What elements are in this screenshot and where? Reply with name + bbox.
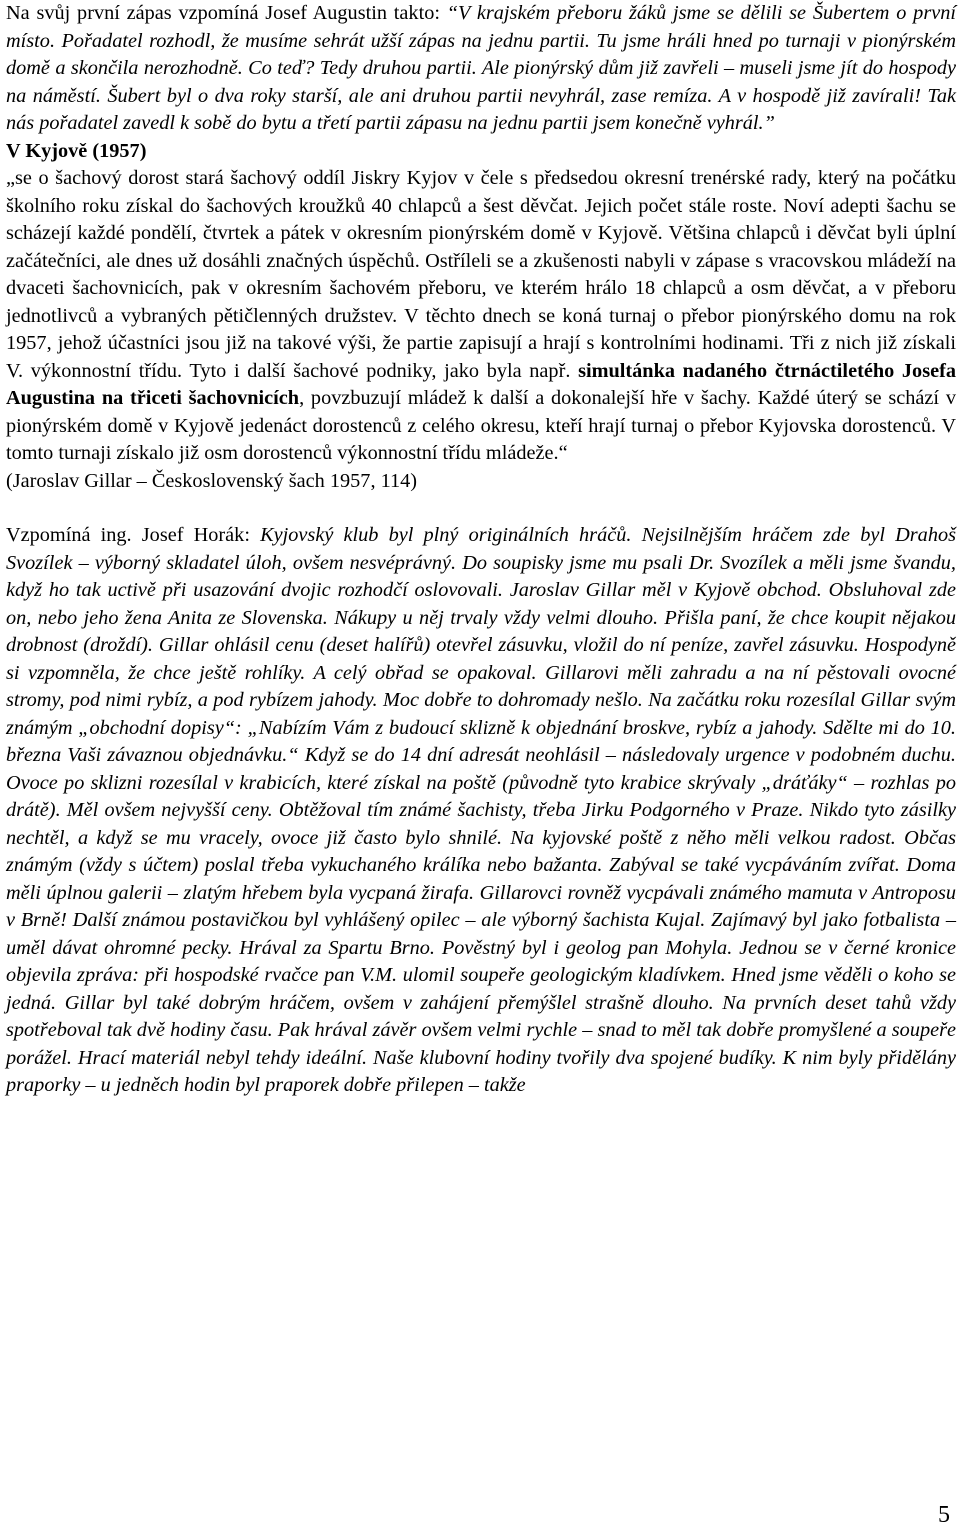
memoir-paragraph [6, 522, 956, 1100]
paragraph-gap [6, 495, 956, 522]
page-number: 5 [938, 1502, 950, 1528]
intro-lead: Na svůj první zápas vzpomíná Josef Augustin takto: [6, 2, 447, 24]
intro-paragraph [6, 0, 956, 138]
article-source: (Jaroslav Gillar – Československý šach 1957, 114) [6, 469, 418, 492]
memoir-quote: Kyjovský klub byl plný originálních hráčů. Nejsilnějším hráčem zde byl Drahoš Svozílek – výborný skladatel úloh, ovšem nesvéprávný. Do soupisky jsme mu psali Dr. Svozílek a měli jsme švandu, když ho tak uctivě při usazování dvojic rozhodčí oslovovali. Jaroslav Gillar měl v Kyjově obchod. Obsluhoval zde on, nebo jeho žena Anita ze Slovenska. Nákupy u něj trvaly vždy velmi dlouho. Přišla paní, že chce koupit nějakou drobnost (droždí). Gillar ohlásil cenu (deset halířů) otevřel zásuvku, vložil do ní peníze, zavřel zásuvku. Hospodyně si vzpomněla, že chce ještě rohlíky. A celý obřad se opakoval. Gillarovi měli zahradu a na ní pěstovali ovocné stromy, pod nimi rybíz, a pod rybízem jahody. Moc dobře to dohromady nešlo. Na začátku roku rozesílal Gillar svým známým „obchodní dopisy“: „Nabízím Vám z budoucí sklizně k objednání broskve, rybíz a jahody. Sdělte mi do 10. března Vaši závaznou objednávku.“ Když se do 14 dní adresát neohlásil – následovaly urgence v podobném duchu. Ovoce po sklizni rozesílal v krabicích, které získal na poště (původně tyto krabice skrývaly „dráťáky“ – rozhlas po drátě). Měl ovšem nejvyšší ceny. Obtěžoval tím známé šachisty, třeba Jirku Podgorného v Praze. Nikdo tyto zásilky nechtěl, a když se mu vracely, ovoce již často bylo shnilé. Na kyjovské poště z něho měli velkou radost. Občas známým (vždy s účtem) poslal třeba vykuchaného králíka nebo bažanta. Zabýval se také vycpáváním zvířat. Doma měli úplnou galerii – zlatým hřebem byla vycpaná žirafa. Gillarovci rovněž vycpávali známého mamuta v Antroposu v Brně! Další známou postavičkou byl vyhlášený opilec – ale výborný šachista Kujal. Zajímavý byl jako fotbalista – uměl dávat ohromné pecky. Hrával za Spartu Brno. Pověstný byl i geolog pan Mohyla. Jednou se v černé kronice objevila zpráva: při hospodské rvačce pan V.M. ulomil soupeře geologickým kladívkem. Hned jsme věděli o koho se jedná. Gillar byl také dobrým hráčem, ovšem v zahájení přemýšlel strašně dlouho. Na prvních deset tahů vždy spotřeboval tak dvě hodiny času. Pak hrával závěr ovšem velmi rychle – snad to měl tak dobře promyšlené a soupeře porážel. Hrací materiál nebyl tehdy ideální. Naše klubovní hodiny tvořily dva spojené budíky. K nim byly přidělány praporky – u jedněch hodin byl praporek dobře přilepen – takže [6, 524, 957, 1096]
article-text-after-bold: , povzbuzují mládež k další a dokonalejší hře v šachy. Každé úterý se schází v pionýrském domě v Kyjově jedenáct dorostenců z celého okresu, kteří hrají turnaj o přebor Kyjovska dorostenců. V tomto turnaji získalo již osm dorostenců výkonnostní třídu mládeže.“ [6, 387, 956, 464]
article-heading: V Kyjově (1957) [6, 139, 147, 162]
article-paragraph [6, 165, 956, 468]
intro-quote: “V krajském přeboru žáků jsme se dělili se Šubertem o první místo. Pořadatel rozhodl, že musíme sehrát užší zápas na jednu partii. Tu jsme hráli hned po turnaji v pionýrském domě a skončila nerozhodně. Co teď? Tedy druhou partii. Ale pionýrský dům již zavřeli – museli jsme jít do hospody na náměstí. Šubert byl o dva roky starší, ale ani druhou partii nevyhrál, zase remíza. A v hospodě již zavírali! Tak nás pořadatel zavedl k sobě do bytu a třetí partii zápasu na jednu partii jsem konečně vyhrál.” [6, 2, 956, 134]
article-text-before-bold: „se o šachový dorost stará šachový oddíl Jiskry Kyjov v čele s předsedou okresní trenérské rady, který na počátku školního roku získal do šachových kroužků 40 chlapců a šest děvčat. Jejich počet stále roste. Noví adepti šachu se scházejí každé pondělí, čtvrtek a pátek v okresním pionýrském domě v Kyjově. Většina chlapců i děvčat byli úplní začátečníci, ale dnes už dosáhli značných úspěchů. Ostříleli se a zkušenosti nabyli v zápase s vracovskou mládeží na dvaceti šachovnicích, pak v okresním šachovém přeboru, ve kterém hrálo 18 chlapců a osm děvčat, a v přeboru jednotlivců a vybraných pětičlenných družstev. V těchto dnech se koná turnaj o přebor pionýrského domu na rok 1957, jehož účastníci jsou již na takové výši, že partie zapisují a hrají s kontrolními hodinami. Tři z nich již získali V. výkonnostní třídu. Tyto i další šachové podniky, jako byla např. [6, 167, 956, 382]
document-page [6, 0, 956, 1100]
article-bold-text: simultánka nadaného čtrnáctiletého Josefa Augustina na třiceti šachovnicích [6, 359, 956, 409]
memoir-lead: Vzpomíná ing. Josef Horák: [6, 524, 261, 546]
